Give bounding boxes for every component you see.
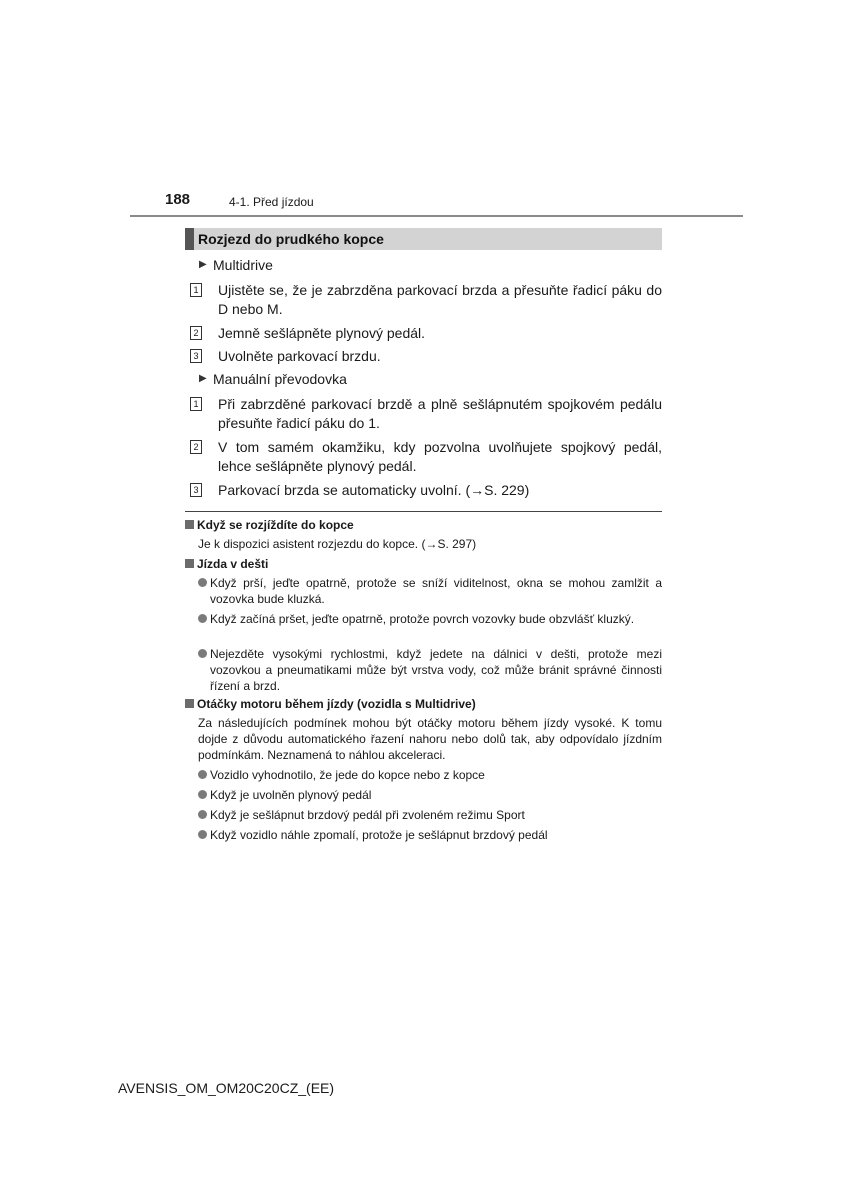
note-paragraph: Je k dispozici asistent rozjezdu do kopce. (→S. 297) — [198, 537, 477, 551]
page-number: 188 — [165, 191, 191, 208]
section-heading — [185, 228, 662, 250]
step-number: 3 — [190, 483, 202, 497]
note-paragraph: Za následujících podmínek mohou být otáčky motoru během jízdy vysoké. K tomu dojde z důvodu automatického řazení nahoru nebo dolů tak, aby odpovídalo jízdním podmínkám. Neznamená to náhlou akceleraci. — [198, 716, 662, 762]
bullet-text: Vozidlo vyhodnotilo, že jede do kopce nebo z kopce — [210, 768, 485, 782]
subsection-label: Manuální převodovka — [213, 371, 347, 387]
triangle-bullet-icon: ▶ — [199, 373, 207, 384]
document-code: AVENSIS_OM_OM20C20CZ_(EE) — [118, 1080, 335, 1096]
circle-bullet-icon — [198, 649, 207, 658]
section-divider — [185, 511, 662, 512]
bullet-text: Nejezděte vysokými rychlostmi, když jedete na dálnici v dešti, protože mezi vozovkou a pneumatikami může být vrstva vody, což může bránit správné činnosti řízení a brzd. — [210, 647, 662, 693]
step-text: Parkovací brzda se automaticky uvolní. (→S. 229) — [218, 482, 530, 498]
circle-bullet-icon — [198, 578, 207, 587]
header-divider — [130, 215, 743, 217]
step-number: 2 — [190, 326, 202, 340]
circle-bullet-icon — [198, 770, 207, 779]
step-number: 1 — [190, 283, 202, 297]
square-bullet-icon — [185, 699, 194, 708]
square-bullet-icon — [185, 520, 194, 529]
step-number: 1 — [190, 397, 202, 411]
triangle-bullet-icon: ▶ — [199, 259, 207, 270]
circle-bullet-icon — [198, 830, 207, 839]
note-heading-rain — [185, 557, 268, 571]
section-reference: 4-1. Před jízdou — [229, 195, 314, 209]
bullet-text: Když je sešlápnut brzdový pedál při zvoleném režimu Sport — [210, 808, 525, 822]
note-heading-hill — [185, 518, 354, 532]
bullet-text: Když vozidlo náhle zpomalí, protože je sešlápnut brzdový pedál — [210, 828, 548, 842]
step-text: V tom samém okamžiku, kdy pozvolna uvolňujete spojkový pedál, lehce sešlápněte plynový pedál. — [218, 439, 662, 474]
note-title: Otáčky motoru během jízdy (vozidla s Multidrive) — [197, 697, 476, 711]
note-title: Jízda v dešti — [197, 557, 269, 571]
step-text: Při zabrzděné parkovací brzdě a plně sešlápnutém spojkovém pedálu přesuňte řadicí páku do 1. — [218, 396, 662, 431]
bullet-text: Když prší, jeďte opatrně, protože se sníží viditelnost, okna se mohou zamlžit a vozovka bude kluzká. — [210, 576, 662, 606]
subsection-label: Multidrive — [213, 257, 273, 273]
circle-bullet-icon — [198, 614, 207, 623]
section-heading-title: Rozjezd do prudkého kopce — [198, 231, 384, 247]
bullet-text: Když začíná pršet, jeďte opatrně, protože povrch vozovky bude obzvlášť kluzký. — [210, 612, 635, 626]
step-number: 2 — [190, 440, 202, 454]
circle-bullet-icon — [198, 810, 207, 819]
bullet-text: Když je uvolněn plynový pedál — [210, 788, 372, 802]
step-text: Uvolněte parkovací brzdu. — [218, 348, 381, 364]
note-heading-rpm — [185, 697, 476, 711]
step-text: Ujistěte se, že je zabrzděna parkovací brzda a přesuňte řadicí páku do D nebo M. — [218, 282, 662, 317]
circle-bullet-icon — [198, 790, 207, 799]
step-text: Jemně sešlápněte plynový pedál. — [218, 325, 426, 341]
note-title: Když se rozjíždíte do kopce — [197, 518, 354, 532]
step-number: 3 — [190, 349, 202, 363]
square-bullet-icon — [185, 559, 194, 568]
